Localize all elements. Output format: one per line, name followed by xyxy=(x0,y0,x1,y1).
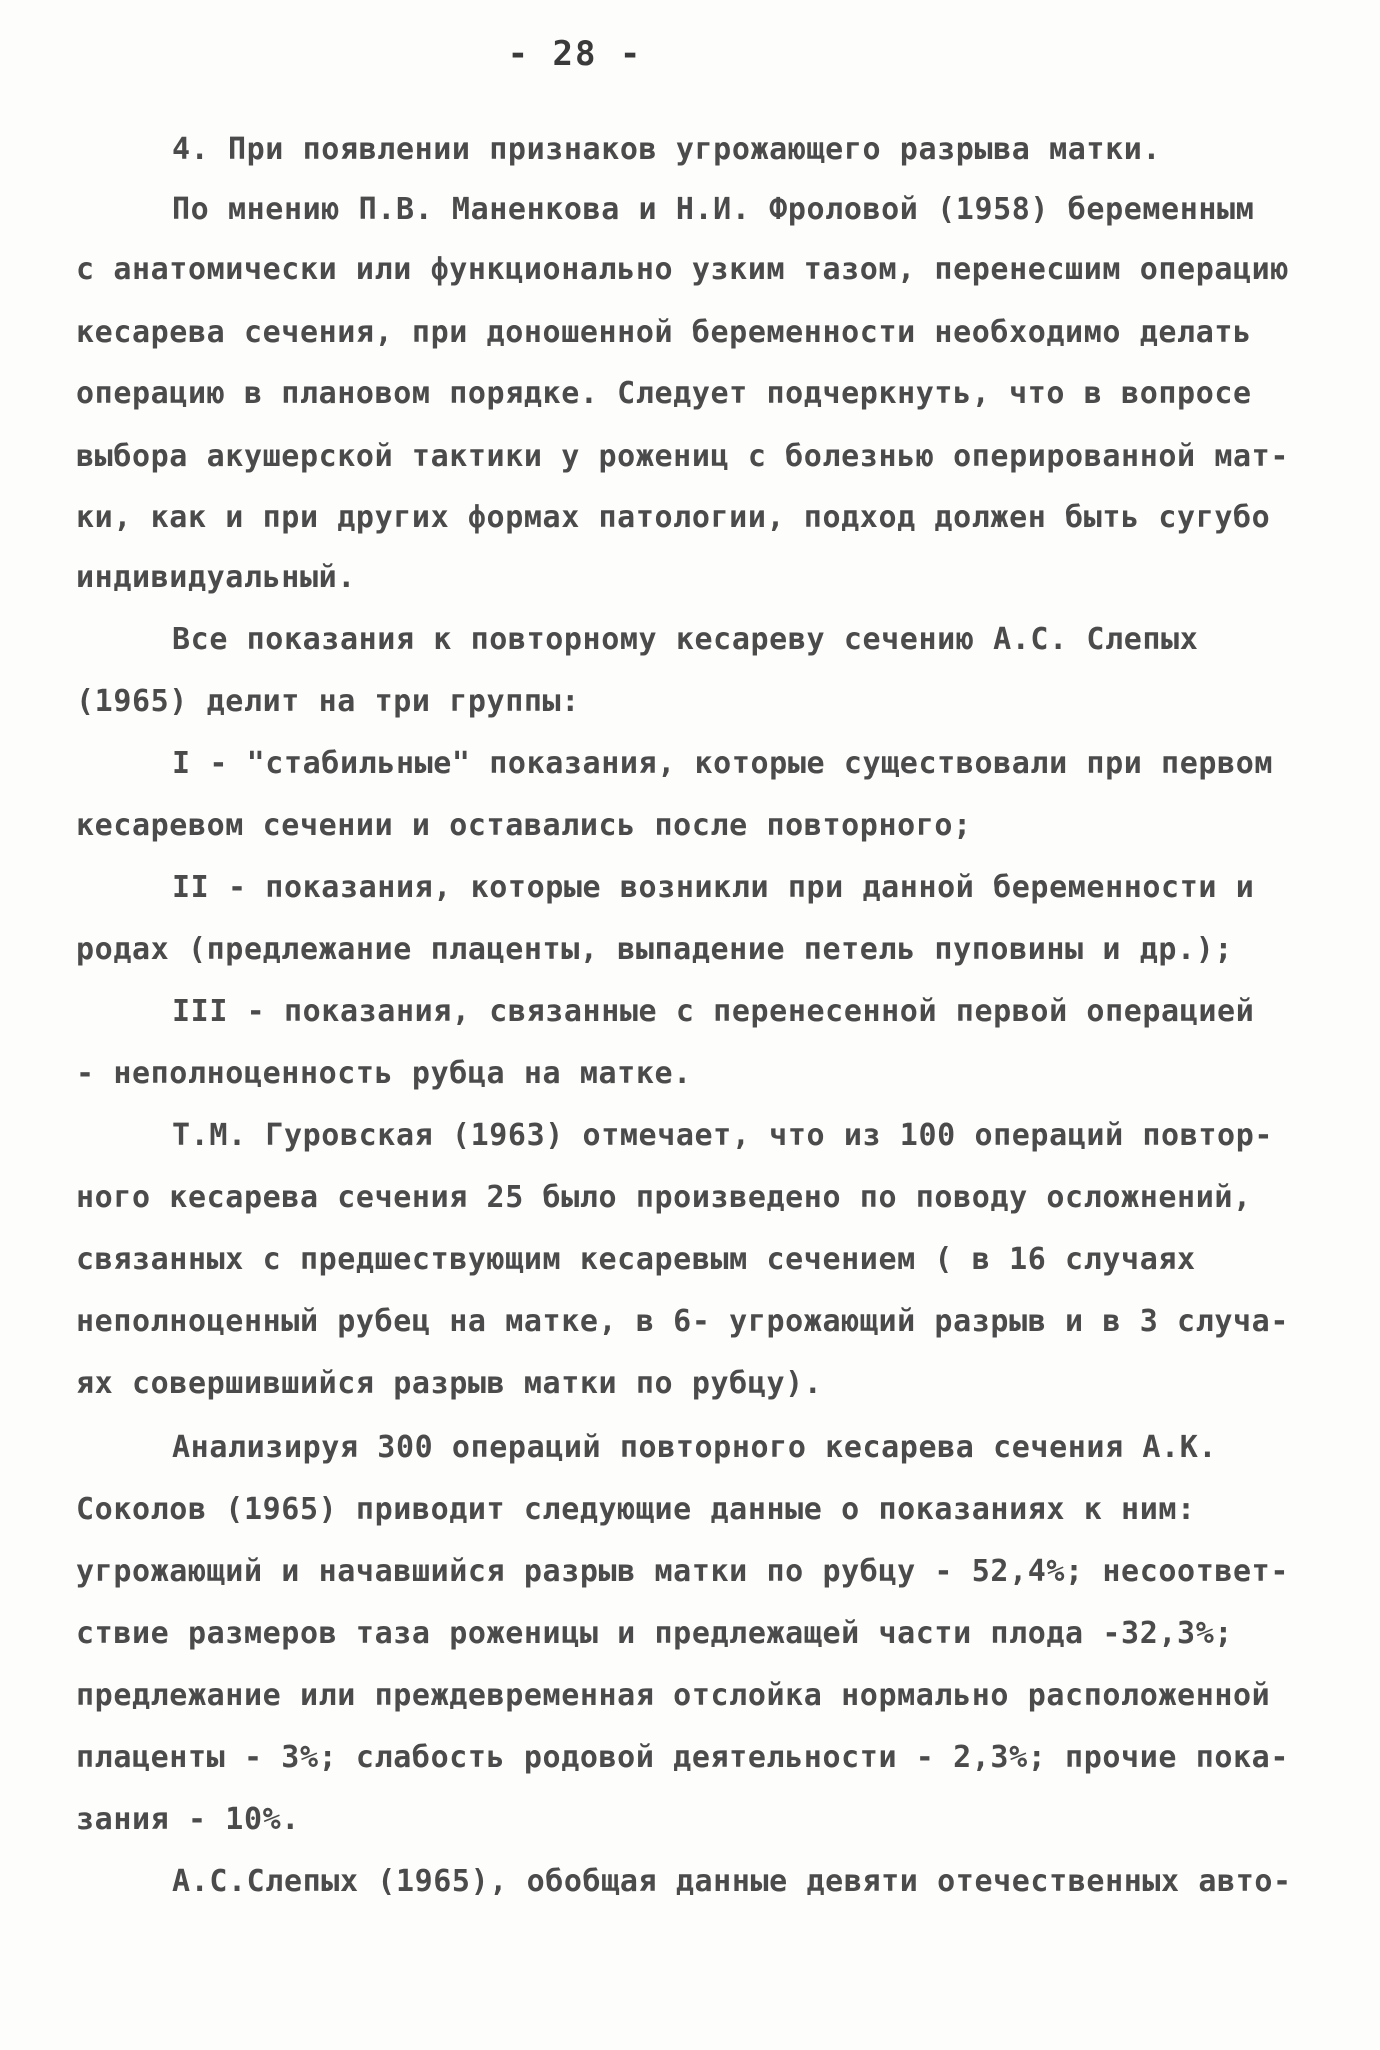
text-line: связанных с предшествующим кесаревым сечением ( в 16 случаях xyxy=(76,1242,1196,1277)
text-line: кесаревом сечении и оставались после повторного; xyxy=(76,808,972,843)
text-line: предлежание или преждевременная отслойка нормально расположенной xyxy=(76,1678,1271,1713)
text-line: II - показания, которые возникли при данной беременности и xyxy=(172,870,1255,905)
text-line: плаценты - 3%; слабость родовой деятельности - 2,3%; прочие пока- xyxy=(76,1740,1289,1775)
text-line: Т.М. Гуровская (1963) отмечает, что из 100 операций повтор- xyxy=(172,1118,1274,1153)
text-line: неполноценный рубец на матке, в 6- угрожающий разрыв и в 3 случа- xyxy=(76,1304,1289,1339)
page-number: - 28 - xyxy=(507,34,643,74)
text-line: - неполноценность рубца на матке. xyxy=(76,1056,692,1091)
text-line: индивидуальный. xyxy=(76,560,356,595)
text-line: с анатомически или функционально узким тазом, перенесшим операцию xyxy=(76,252,1289,287)
text-line: родах (предлежание плаценты, выпадение петель пуповины и др.); xyxy=(76,932,1234,967)
text-line: выбора акушерской тактики у рожениц с болезнью оперированной мат- xyxy=(76,439,1289,474)
text-line: кесарева сечения, при доношенной беременности необходимо делать xyxy=(76,315,1252,350)
text-line: III - показания, связанные с перенесенной первой операцией xyxy=(172,994,1255,1029)
text-line: I - "стабильные" показания, которые существовали при первом xyxy=(172,746,1274,781)
text-line: Соколов (1965) приводит следующие данные о показаниях к ним: xyxy=(76,1492,1196,1527)
text-line: операцию в плановом порядке. Следует подчеркнуть, что в вопросе xyxy=(76,376,1252,411)
text-line: Все показания к повторному кесареву сечению А.С. Слепых xyxy=(172,622,1199,657)
text-line: ствие размеров таза роженицы и предлежащей части плода -32,3%; xyxy=(76,1616,1234,1651)
text-line: (1965) делит на три группы: xyxy=(76,684,580,719)
text-line: По мнению П.В. Маненкова и Н.И. Фроловой (1958) беременным xyxy=(172,192,1255,227)
text-line: А.С.Слепых (1965), обобщая данные девяти отечественных авто- xyxy=(172,1864,1292,1899)
text-line: ях совершившийся разрыв матки по рубцу). xyxy=(76,1366,823,1401)
text-line: 4. При появлении признаков угрожающего разрыва матки. xyxy=(172,132,1162,167)
text-line: угрожающий и начавшийся разрыв матки по рубцу - 52,4%; несоответ- xyxy=(76,1554,1289,1589)
text-line: ки, как и при других формах патологии, подход должен быть сугубо xyxy=(76,500,1271,535)
text-line: Анализируя 300 операций повторного кесарева сечения А.К. xyxy=(172,1430,1218,1465)
text-line: зания - 10%. xyxy=(76,1802,300,1837)
text-line: ного кесарева сечения 25 было произведено по поводу осложнений, xyxy=(76,1180,1252,1215)
